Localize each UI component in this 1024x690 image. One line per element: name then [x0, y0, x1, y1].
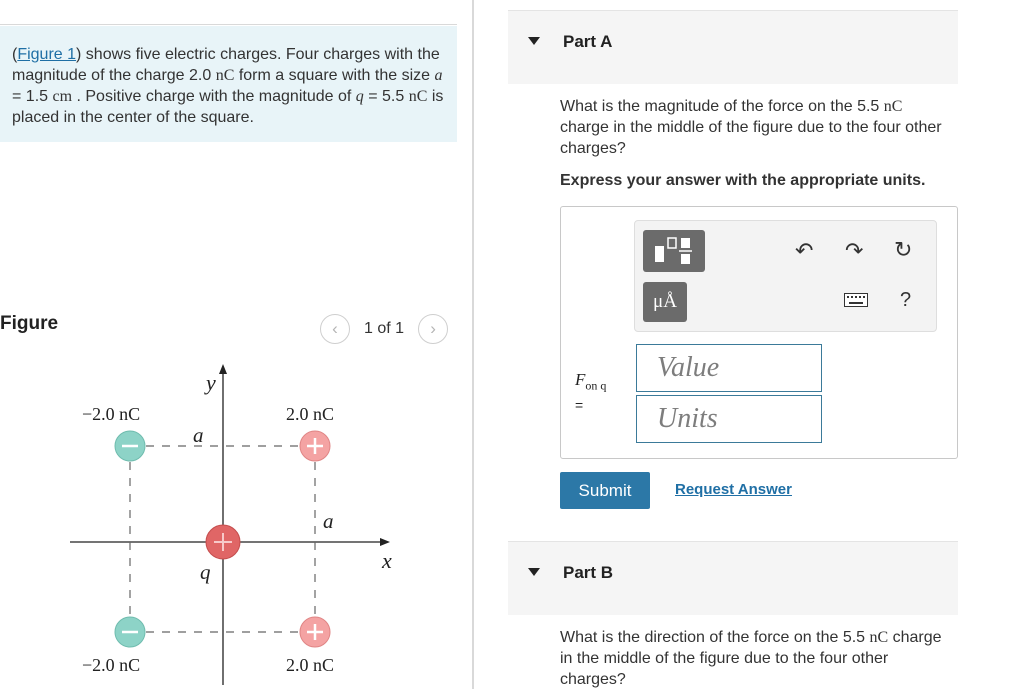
x-axis-label: x [382, 548, 392, 573]
part-b-header[interactable] [508, 541, 958, 615]
part-a-header[interactable] [508, 10, 958, 84]
express-instruction: Express your answer with the appropriate units. [560, 172, 926, 189]
reset-icon[interactable]: ↻ [894, 237, 913, 262]
charge-figure [60, 360, 400, 685]
figure-title: Figure [0, 313, 59, 334]
units-input[interactable]: Units [636, 395, 822, 443]
problem-text: (Figure 1) shows five electric charges. Four charges with the magnitude of the charge 2.0 nC form a square with the size a = 1.5 cm . Positive charge with the magnitude of q = 5.5 nC is placed in the center of the square. [12, 46, 444, 126]
negative-charge-bottom-left [115, 617, 145, 647]
keyboard-icon[interactable] [844, 293, 868, 310]
x-axis-arrow [380, 538, 390, 546]
figure-pager [320, 314, 448, 344]
redo-icon[interactable]: ↷ [845, 238, 864, 263]
undo-icon[interactable]: ↶ [795, 238, 814, 263]
template-icon[interactable] [643, 230, 705, 272]
part-a-label: Part A [563, 32, 613, 51]
equals-sign: = [575, 397, 584, 413]
help-icon[interactable]: ? [900, 289, 912, 311]
collapse-triangle-icon[interactable] [528, 37, 540, 45]
positive-charge-bottom-right [300, 617, 330, 647]
chevron-left-icon[interactable]: ‹ [320, 314, 350, 344]
collapse-triangle-icon[interactable] [528, 568, 540, 576]
y-axis-label: y [206, 370, 216, 395]
submit-button[interactable]: Submit [560, 472, 650, 509]
top-rule [0, 24, 457, 25]
units-button[interactable]: μÅ [643, 282, 687, 322]
part-b-label: Part B [563, 563, 614, 582]
value-input[interactable]: Value [636, 344, 822, 392]
request-answer-link[interactable]: Request Answer [675, 481, 792, 498]
problem-statement [0, 26, 457, 142]
part-b-question: What is the direction of the force on the 5.5 nC charge in the middle of the figure due to the four other charges? [560, 629, 942, 688]
y-axis-arrow [219, 364, 227, 374]
answer-box [560, 206, 958, 459]
part-a-question: What is the magnitude of the force on the 5.5 nC charge in the middle of the figure due to the four other charges? [560, 98, 942, 157]
charge-label-top-right: 2.0 nC [286, 404, 335, 424]
center-charge [206, 525, 240, 559]
panel-divider [472, 0, 474, 689]
charge-label-bottom-left: −2.0 nC [82, 655, 141, 675]
charge-label-top-left: −2.0 nC [82, 404, 141, 424]
positive-charge-top-right [300, 431, 330, 461]
math-toolbar [634, 220, 937, 332]
center-charge-label: q [200, 560, 211, 584]
side-label-top: a [193, 423, 204, 447]
negative-charge-top-left [115, 431, 145, 461]
side-label-right: a [323, 509, 334, 533]
charge-label-bottom-right: 2.0 nC [286, 655, 335, 675]
figure-link[interactable]: Figure 1 [17, 46, 77, 63]
chevron-right-icon[interactable]: › [418, 314, 448, 344]
pager-count: 1 of 1 [364, 320, 405, 337]
variable-label: $F_{on q}$ [575, 370, 607, 393]
